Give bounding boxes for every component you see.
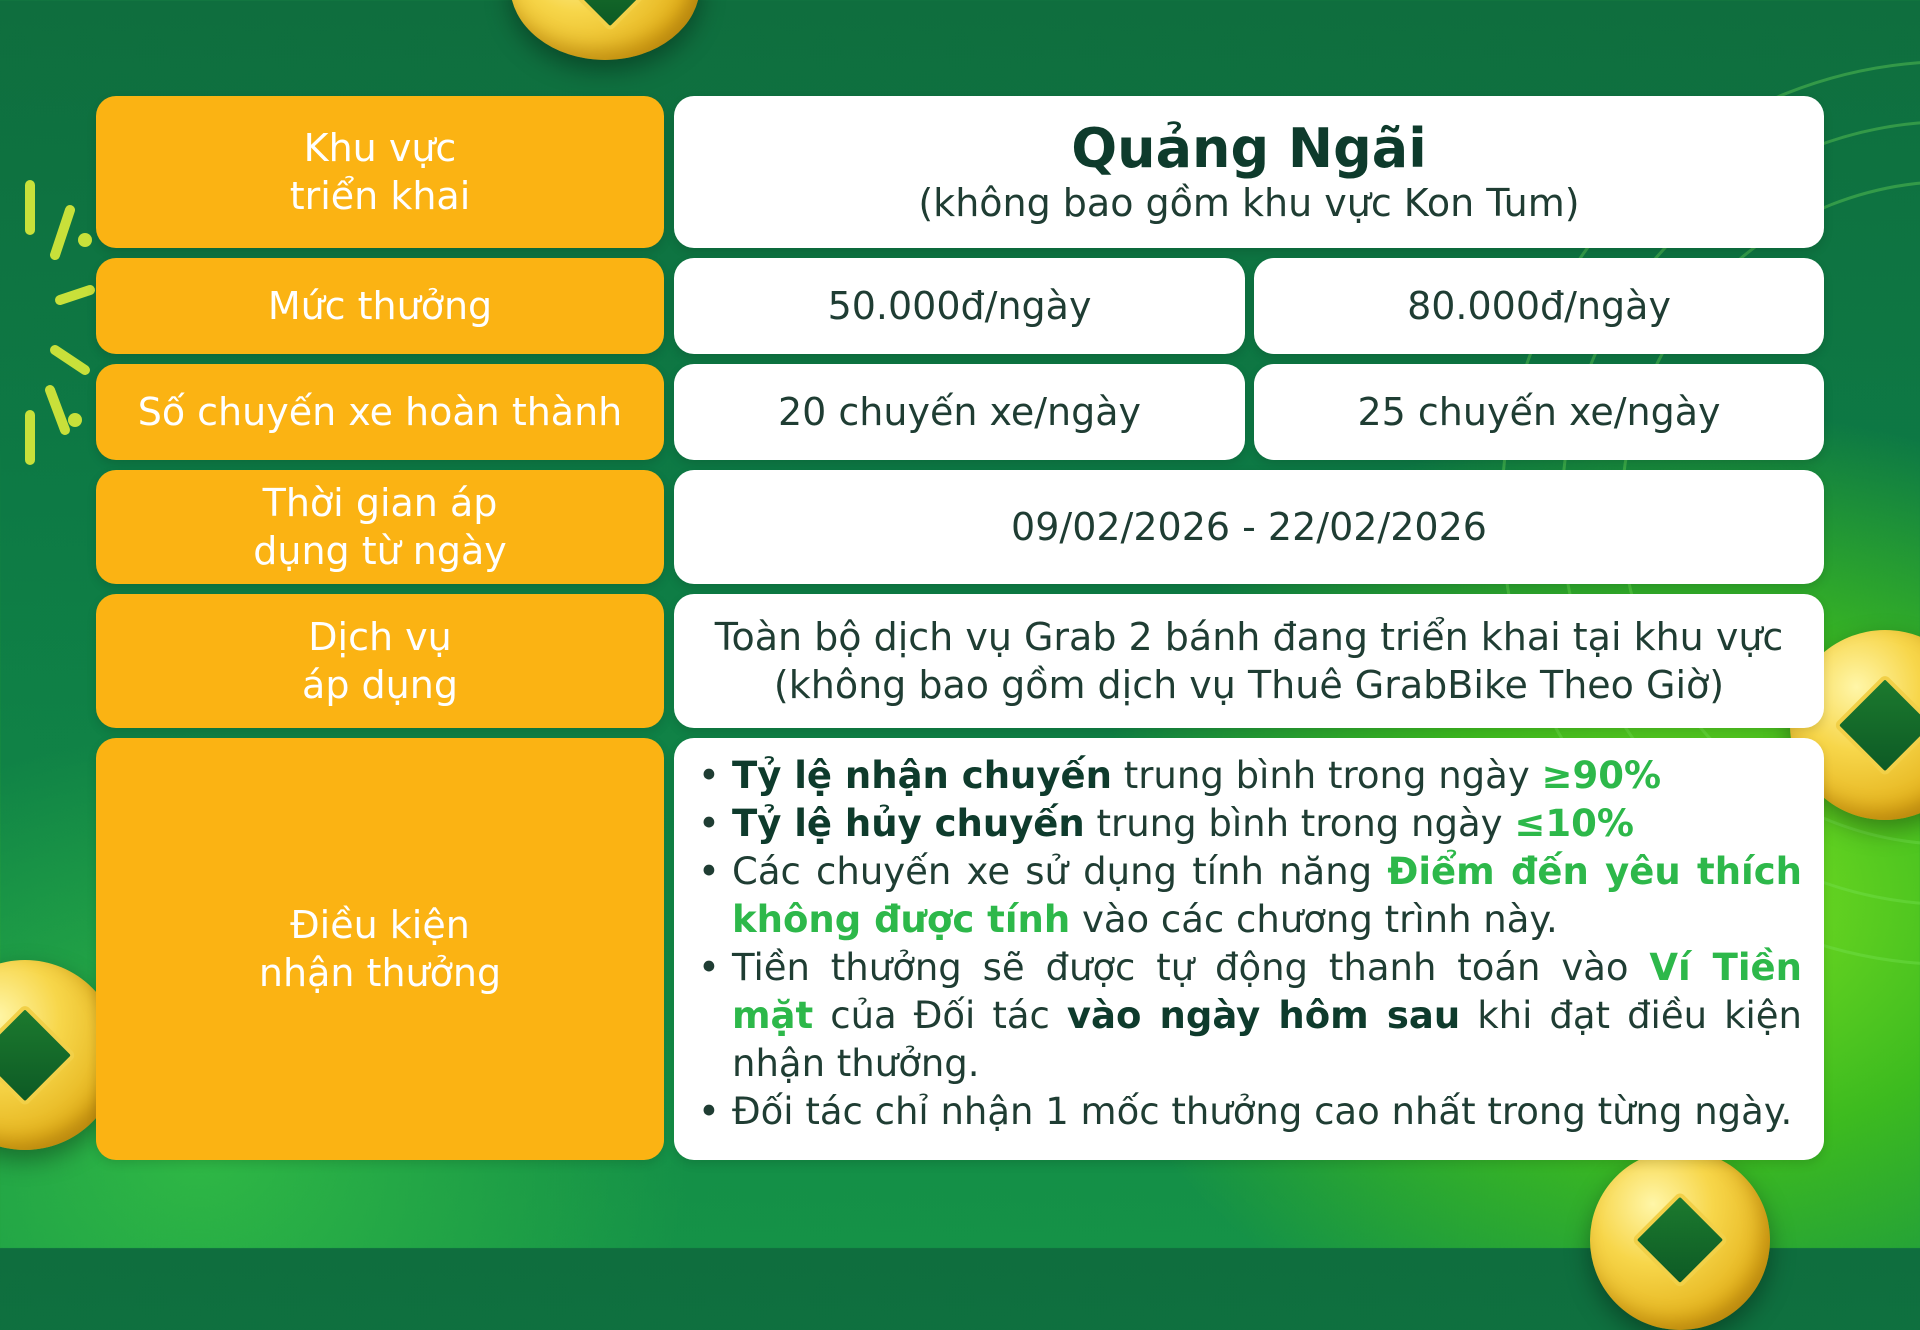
trips-tier1: 20 chuyến xe/ngày	[777, 390, 1141, 434]
condition-4-text: Tiền thưởng sẽ được tự động thanh toán vào	[732, 946, 1650, 989]
condition-3-text: Các chuyến xe sử dụng tính năng	[732, 850, 1388, 893]
trips-tier1-cell	[674, 364, 1245, 460]
trips-tier2: 25 chuyến xe/ngày	[1357, 390, 1721, 434]
label-conditions	[96, 738, 664, 1160]
condition-item	[696, 752, 1802, 800]
condition-3-green1: Điểm đến yêu thích	[1387, 850, 1802, 893]
area-title: Quảng Ngãi	[1071, 117, 1427, 180]
condition-item	[696, 944, 1802, 1088]
label-area-line1: Khu vực	[303, 126, 457, 170]
condition-2-text: trung bình trong ngày	[1084, 802, 1515, 845]
condition-5-text: Đối tác chỉ nhận 1 mốc thưởng cao nhất trong từng ngày.	[732, 1090, 1793, 1133]
reward-tier2-cell	[1254, 258, 1824, 354]
service-line1: Toàn bộ dịch vụ Grab 2 bánh đang triển khai tại khu vực	[714, 615, 1784, 659]
row-trips	[96, 364, 1824, 460]
label-reward	[96, 258, 664, 354]
firework-icon	[0, 170, 110, 470]
label-service-line2: áp dụng	[302, 663, 458, 707]
period-value-cell	[674, 470, 1824, 584]
row-area	[96, 96, 1824, 248]
condition-2-bold: Tỷ lệ hủy chuyến	[732, 802, 1085, 845]
label-trips	[96, 364, 664, 460]
condition-4-text2: của Đối tác	[813, 994, 1067, 1037]
label-period-line2: dụng từ ngày	[253, 529, 507, 573]
label-area	[96, 96, 664, 248]
condition-1-bold: Tỷ lệ nhận chuyến	[732, 754, 1112, 797]
reward-tier1-cell	[674, 258, 1245, 354]
label-conditions-line2: nhận thưởng	[258, 951, 502, 995]
service-line2: (không bao gồm dịch vụ Thuê GrabBike Theo Giờ)	[773, 663, 1725, 707]
condition-4-green: Ví Tiền mặt	[732, 946, 1802, 1037]
reward-tier1: 50.000đ/ngày	[827, 284, 1092, 328]
label-service-line1: Dịch vụ	[308, 615, 452, 659]
row-service	[96, 594, 1824, 728]
condition-item	[696, 848, 1802, 944]
condition-2-value: ≤10%	[1514, 802, 1634, 845]
label-conditions-line1: Điều kiện	[290, 903, 470, 947]
label-period	[96, 470, 664, 584]
condition-3-green2: không được tính	[732, 898, 1071, 941]
condition-item	[696, 800, 1802, 848]
row-reward	[96, 258, 1824, 354]
condition-item	[696, 1088, 1802, 1136]
coin-icon	[510, 0, 700, 60]
label-reward-text: Mức thưởng	[267, 284, 493, 328]
condition-4-bold: vào ngày hôm sau	[1066, 994, 1461, 1037]
label-trips-text: Số chuyến xe hoàn thành	[137, 390, 623, 434]
period-value: 09/02/2026 - 22/02/2026	[1011, 505, 1487, 549]
condition-1-text: trung bình trong ngày	[1111, 754, 1542, 797]
area-value-cell	[674, 96, 1824, 248]
label-period-line1: Thời gian áp	[262, 481, 498, 525]
trips-tier2-cell	[1254, 364, 1824, 460]
reward-tier2: 80.000đ/ngày	[1407, 284, 1671, 328]
label-area-line2: triển khai	[289, 174, 471, 218]
row-conditions	[96, 738, 1824, 1160]
area-subtitle: (không bao gồm khu vực Kon Tum)	[918, 181, 1580, 225]
conditions-list	[696, 752, 1802, 1136]
condition-3-text2: vào các chương trình này.	[1070, 898, 1558, 941]
conditions-cell	[674, 738, 1824, 1160]
condition-4-text3: khi đạt điều kiện nhận thưởng.	[732, 994, 1802, 1085]
coin-icon	[1590, 1150, 1770, 1330]
row-period	[96, 470, 1824, 584]
condition-1-value: ≥90%	[1541, 754, 1662, 797]
service-value-cell	[674, 594, 1824, 728]
label-service	[96, 594, 664, 728]
